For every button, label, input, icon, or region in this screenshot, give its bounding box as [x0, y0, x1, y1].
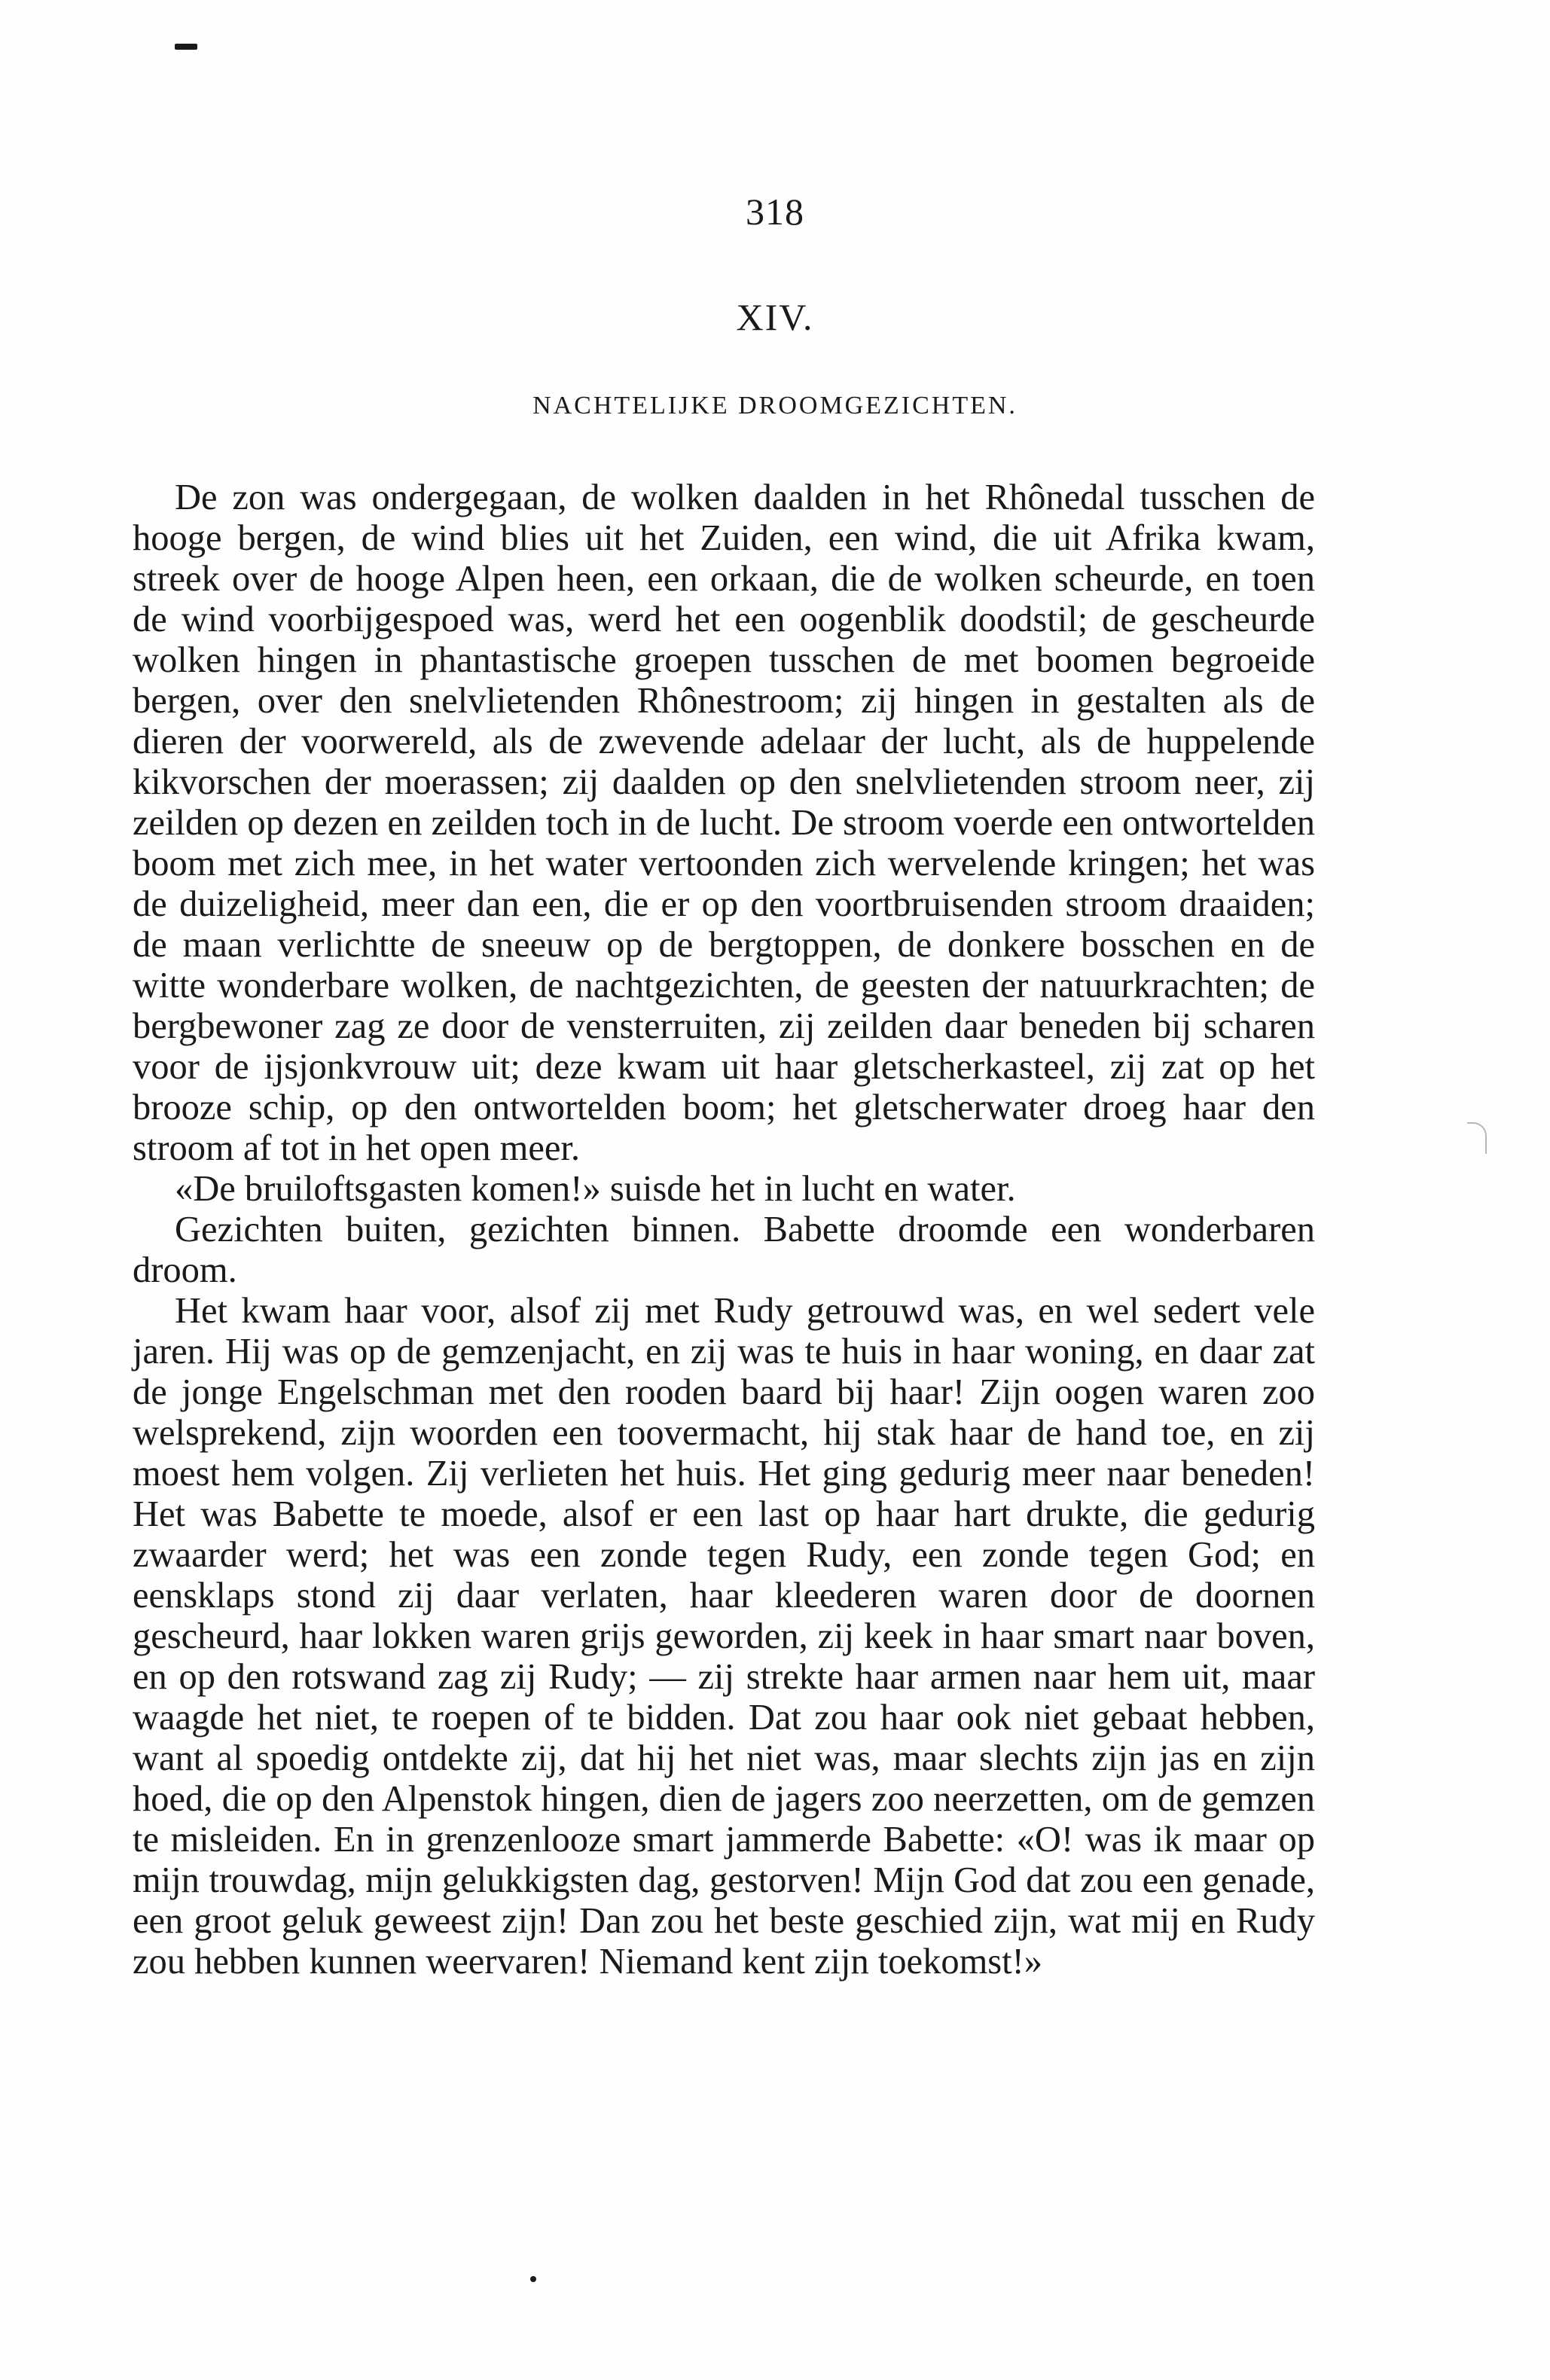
chapter-numeral: XIV. — [736, 296, 814, 338]
chapter-title: NACHTELIJKE DROOMGEZICHTEN. — [532, 392, 1018, 420]
body-text — [133, 478, 1315, 1982]
margin-mark — [1467, 1122, 1487, 1154]
ink-mark — [175, 44, 197, 50]
paragraph: «De bruiloftsgasten komen!» suisde het in lucht en water. — [175, 1169, 1016, 1209]
paragraph: De zon was ondergegaan, de wolken daalden in het Rhônedal tusschen de hooge bergen, de wind blies uit het Zuiden, een wind, die uit Afrika kwam, streek over de hooge Alpen heen, een orkaan, die de wolken scheurde, en toen de wind voorbijgespoed was, werd het een oogenblik doodstil; de gescheurde wolken hingen in phantastische groepen tusschen de met boomen begroeide bergen, over den snelvlietenden Rhônestroom; zij hingen in gestalten als de dieren der voorwereld, als de zwevende adelaar der lucht, als de huppelende kikvorschen der moerassen; zij daalden op den snelvlietenden stroom neer, zij zeilden op dezen en zeilden toch in de lucht. De stroom voerde een ontwortelden boom met zich mee, in het water vertoonden zich wervelende kringen; het was de duizeligheid, meer dan een, die er op den voortbruisenden stroom draaiden; de maan verlichtte de sneeuw op de bergtoppen, de donkere bosschen en de witte wonderbare wolken, de nachtgezichten, de geesten der natuurkrachten; de bergbewoner zag ze door de vensterruiten, zij zeilden daar beneden bij scharen voor de ijsjonkvrouw uit; deze kwam uit haar gletscherkasteel, zij zat op het brooze schip, op den ontwortelden boom; het gletscherwater droeg haar den stroom af tot in het open meer. — [133, 478, 1315, 1168]
paragraph: Gezichten buiten, gezichten binnen. Babette droomde een wonderbaren droom. — [133, 1210, 1315, 1290]
paragraph: Het kwam haar voor, alsof zij met Rudy getrouwd was, en wel sedert vele jaren. Hij was op de gemzenjacht, en zij was te huis in haar woning, en daar zat de jonge Engelschman met den rooden baard bij haar! Zijn oogen waren zoo welsprekend, zijn woorden een toovermacht, hij stak haar de hand toe, en zij moest hem volgen. Zij verlieten het huis. Het ging gedurig meer naar beneden! Het was Babette te moede, alsof er een last op haar hart drukte, die gedurig zwaarder werd; het was een zonde tegen Rudy, een zonde tegen God; en eensklaps stond zij daar verlaten, haar kleederen waren door de doornen gescheurd, haar lokken waren grijs geworden, zij keek in haar smart naar boven, en op den rotswand zag zij Rudy; — zij strekte haar armen naar hem uit, maar waagde het niet, te roepen of te bidden. Dat zou haar ook niet gebaat hebben, want al spoedig ontdekte zij, dat hij het niet was, maar slechts zijn jas en zijn hoed, die op den Alpenstok hingen, dien de jagers zoo neerzetten, om de gemzen te misleiden. En in grenzenlooze smart jammerde Babette: «O! was ik maar op mijn trouwdag, mijn gelukkigsten dag, gestorven! Mijn God dat zou een genade, een groot geluk geweest zijn! Dan zou het beste geschied zijn, wat mij en Rudy zou hebben kunnen weervaren! Niemand kent zijn toekomst!» — [133, 1291, 1315, 1982]
page-number: 318 — [746, 191, 804, 233]
ink-dot — [530, 2276, 536, 2282]
